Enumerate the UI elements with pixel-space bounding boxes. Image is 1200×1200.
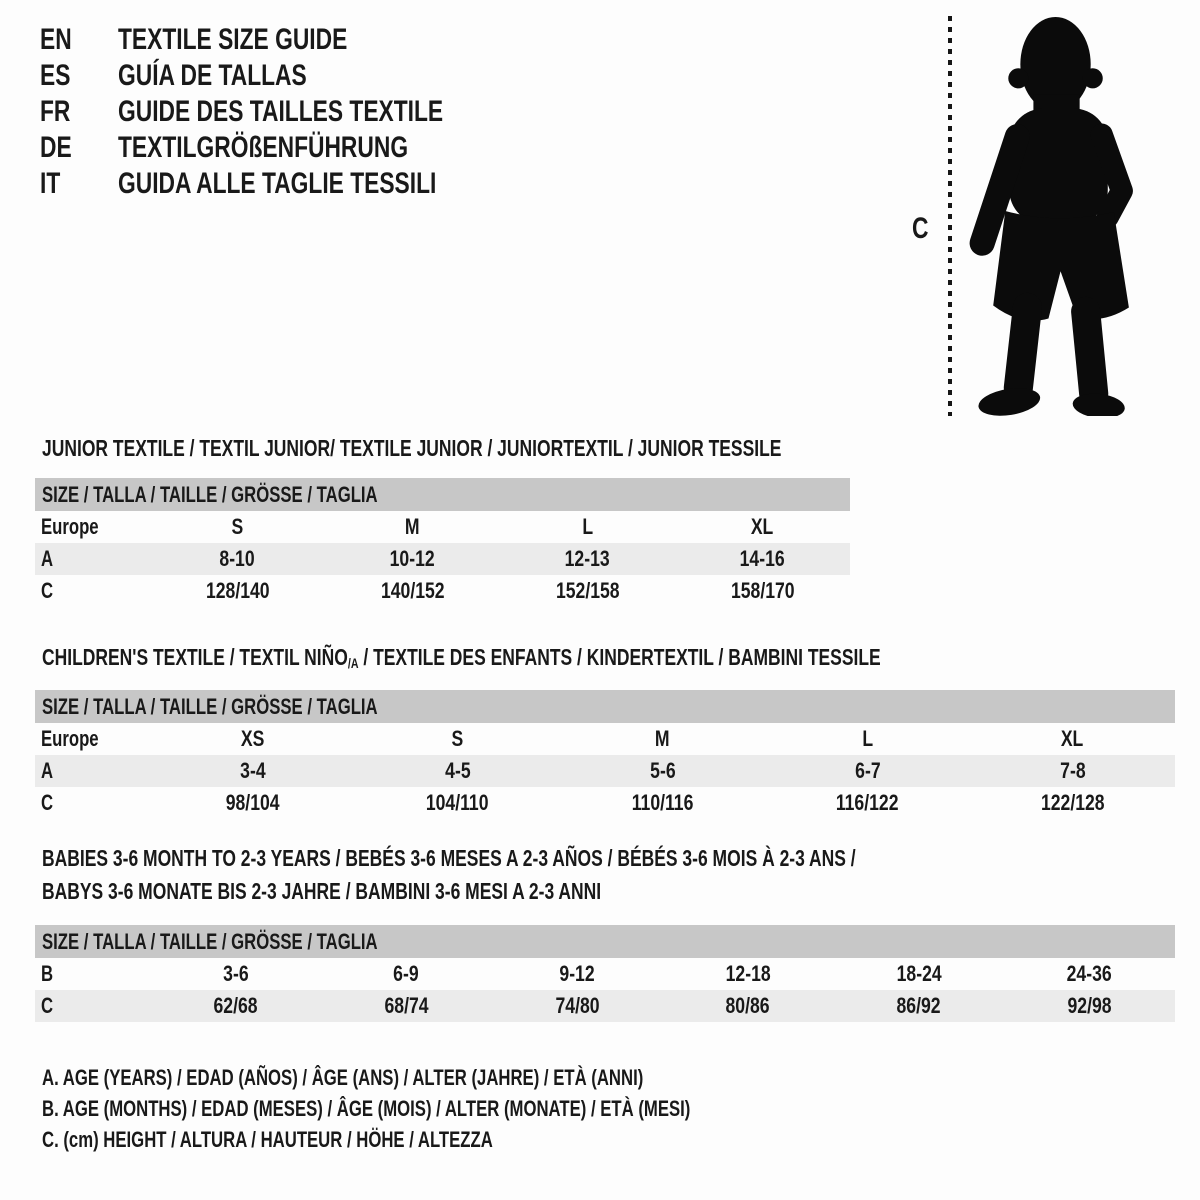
table-cell: 80/86	[725, 993, 770, 1018]
row-label: Europe	[41, 514, 99, 539]
table-cell: XL	[751, 514, 774, 539]
children-section-title	[42, 642, 1146, 675]
row-label: Europe	[41, 726, 99, 751]
table-cell: 158/170	[730, 578, 795, 603]
language-code: IT	[40, 167, 61, 200]
language-code: FR	[40, 95, 71, 128]
size-header-bar	[35, 690, 1175, 723]
table-cell: 3-6	[222, 961, 249, 986]
legend-line-b	[42, 1093, 895, 1124]
table-row	[35, 755, 1175, 787]
size-header-text: SIZE / TALLA / TAILLE / GRÖSSE / TAGLIA	[42, 929, 378, 954]
language-code: DE	[40, 131, 72, 164]
table-cell: 10-12	[389, 546, 436, 571]
babies-size-table	[35, 925, 1175, 1022]
toddler-silhouette-icon	[963, 14, 1138, 416]
size-header-text: SIZE / TALLA / TAILLE / GRÖSSE / TAGLIA	[42, 694, 378, 719]
children-title-part1: CHILDREN'S TEXTILE / TEXTIL NIÑO	[42, 644, 348, 670]
table-cell: S	[231, 514, 244, 539]
language-code: EN	[40, 23, 72, 56]
table-cell: 6-9	[393, 961, 419, 986]
size-header-text: SIZE / TALLA / TAILLE / GRÖSSE / TAGLIA	[42, 482, 378, 507]
table-cell: 7-8	[1059, 758, 1086, 783]
row-label: C	[41, 993, 54, 1018]
size-header-bar	[35, 478, 850, 511]
babies-section-title-line2	[42, 876, 778, 906]
table-cell: 104/110	[426, 790, 489, 815]
table-cell: S	[451, 726, 464, 751]
children-title-sub: /A	[347, 655, 359, 671]
table-cell: 4-5	[444, 758, 471, 783]
table-cell: 3-4	[239, 758, 266, 783]
guide-title-it: GUIDA ALLE TAGLIE TESSILI	[118, 167, 437, 200]
guide-title-es: GUÍA DE TALLAS	[118, 59, 307, 92]
table-cell: XL	[1061, 726, 1084, 751]
table-cell: 98/104	[225, 790, 280, 815]
guide-title-de: TEXTILGRÖßENFÜHRUNG	[118, 131, 409, 164]
table-cell: 14-16	[739, 546, 786, 571]
junior-section-title	[42, 433, 1015, 463]
table-cell: 116/122	[836, 790, 899, 815]
table-cell: 62/68	[213, 993, 258, 1018]
legend-line-c-text: C. (cm) HEIGHT / ALTURA / HAUTEUR / HÖHE / ALTEZZA	[42, 1127, 493, 1152]
table-cell: 74/80	[555, 993, 600, 1018]
children-section-title-text	[42, 642, 881, 675]
table-cell: L	[862, 726, 873, 751]
language-list	[40, 22, 546, 202]
table-cell: 5-6	[649, 758, 676, 783]
legend-line-a-text: A. AGE (YEARS) / EDAD (AÑOS) / ÂGE (ANS) / ALTER (JAHRE) / ETÀ (ANNI)	[42, 1065, 644, 1090]
table-cell: 12-13	[564, 546, 611, 571]
legend-line-a	[42, 1062, 895, 1093]
table-cell: 92/98	[1067, 993, 1112, 1018]
table-cell: 110/116	[631, 790, 694, 815]
table-cell: 12-18	[725, 961, 771, 986]
height-measure-dashed-line	[948, 16, 952, 416]
table-cell: 122/128	[1040, 790, 1105, 815]
table-cell: 24-36	[1067, 961, 1113, 986]
height-measure-label: C	[912, 212, 929, 245]
language-row-en	[40, 22, 546, 58]
measurement-legend	[42, 1062, 895, 1155]
language-code: ES	[40, 59, 71, 92]
table-cell: 68/74	[384, 993, 429, 1018]
table-cell: 8-10	[219, 546, 256, 571]
language-row-de	[40, 130, 546, 166]
table-cell: XS	[240, 726, 265, 751]
table-cell: M	[655, 726, 670, 751]
table-cell: M	[405, 514, 420, 539]
guide-title-en: TEXTILE SIZE GUIDE	[118, 23, 348, 56]
table-cell: 128/140	[205, 578, 270, 603]
table-row	[35, 543, 850, 575]
table-row	[35, 990, 1175, 1022]
table-cell: 140/152	[380, 578, 445, 603]
babies-title-line2-text: BABYS 3-6 MONATE BIS 2-3 JAHRE / BAMBINI 3-6 MESI A 2-3 ANNI	[42, 878, 602, 904]
table-cell: 18-24	[896, 961, 942, 986]
table-row	[35, 958, 1175, 990]
table-row	[35, 723, 1175, 755]
babies-title-line1-text: BABIES 3-6 MONTH TO 2-3 YEARS / BEBÉS 3-6 MESES A 2-3 AÑOS / BÉBÉS 3-6 MOIS À 2-3 ANS /	[42, 845, 856, 871]
junior-size-table	[35, 478, 850, 607]
table-cell: L	[582, 514, 593, 539]
babies-section-title-line1	[42, 843, 1113, 873]
table-row	[35, 787, 1175, 819]
table-cell: 9-12	[559, 961, 595, 986]
table-row	[35, 511, 850, 543]
junior-section-title-text: JUNIOR TEXTILE / TEXTIL JUNIOR/ TEXTILE JUNIOR / JUNIORTEXTIL / JUNIOR TESSILE	[42, 435, 782, 461]
table-cell: 86/92	[896, 993, 941, 1018]
children-title-part2: / TEXTILE DES ENFANTS / KINDERTEXTIL / BAMBINI TESSILE	[358, 644, 881, 670]
table-cell: 152/158	[555, 578, 620, 603]
legend-line-b-text: B. AGE (MONTHS) / EDAD (MESES) / ÂGE (MOIS) / ALTER (MONATE) / ETÀ (MESI)	[42, 1096, 691, 1121]
row-label: B	[41, 961, 54, 986]
row-label: A	[41, 546, 54, 571]
language-row-it	[40, 166, 546, 202]
size-header-bar	[35, 925, 1175, 958]
row-label: C	[41, 578, 54, 603]
table-cell: 6-7	[854, 758, 881, 783]
language-row-fr	[40, 94, 546, 130]
children-size-table	[35, 690, 1175, 819]
language-row-es	[40, 58, 546, 94]
guide-title-fr: GUIDE DES TAILLES TEXTILE	[118, 95, 444, 128]
row-label: A	[41, 758, 54, 783]
row-label: C	[41, 790, 54, 815]
legend-line-c	[42, 1124, 895, 1155]
table-row	[35, 575, 850, 607]
